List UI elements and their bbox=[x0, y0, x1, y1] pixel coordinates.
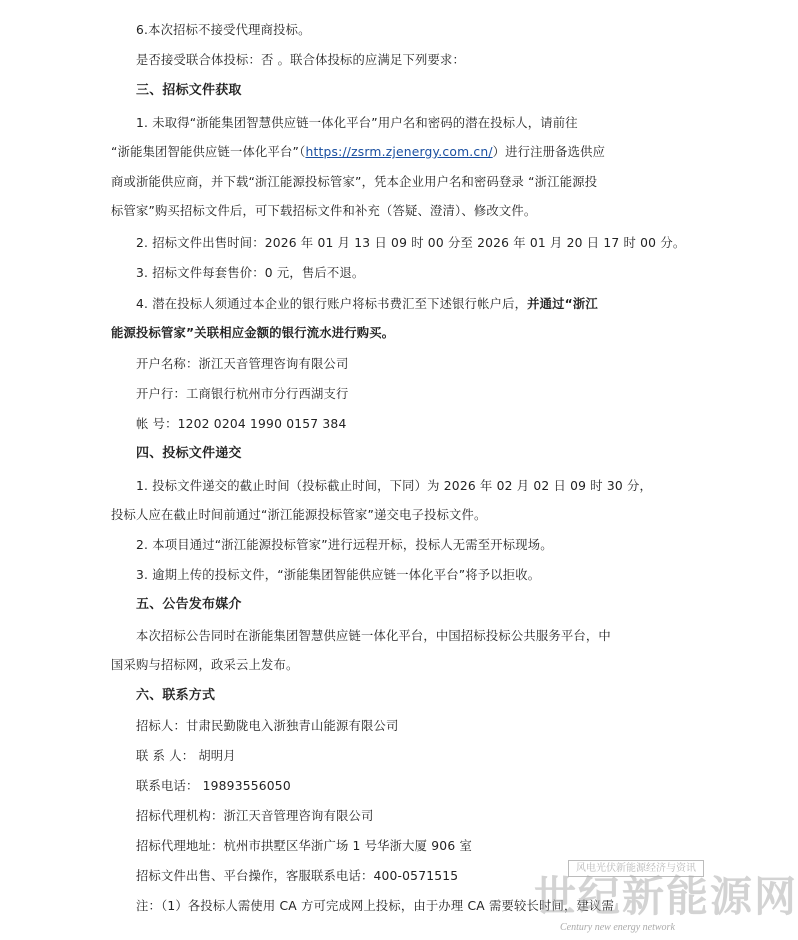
watermark-english: Century new energy network bbox=[560, 922, 675, 933]
section-5-text-line-2: 国采购与招标网，政采云上发布。 bbox=[111, 658, 299, 672]
section-6-heading: 六、联系方式 bbox=[136, 688, 216, 703]
contact-person: 联 系 人： 胡明月 bbox=[136, 749, 236, 763]
agency-name: 招标代理机构：浙江天音管理咨询有限公司 bbox=[136, 809, 374, 823]
platform-url-link[interactable]: https://zsrm.zjenergy.com.cn/ bbox=[305, 145, 493, 159]
section-4-item-1-line-1: 1. 投标文件递交的截止时间（投标截止时间，下同）为 2026 年 02 月 02 日 09 时 30 分， bbox=[136, 479, 653, 493]
watermark-logo: 世纪新能源网 bbox=[534, 872, 798, 921]
section-3-item-1-line-1: 1. 未取得“浙能集团智慧供应链一体化平台”用户名和密码的潜在投标人，请前往 bbox=[136, 116, 578, 130]
platform-registration-text: ）进行注册备选供应 bbox=[492, 145, 606, 159]
joint-bid-line: 是否接受联合体投标：否 。联合体投标的应满足下列要求： bbox=[136, 53, 466, 67]
section-3-item-1-line-3: 商或浙能供应商，并下载“浙江能源投标管家”，凭本企业用户名和密码登录 “浙江能源投 bbox=[111, 175, 598, 189]
section-4-heading: 四、投标文件递交 bbox=[136, 446, 242, 461]
tenderer: 招标人：甘肃民勤陇电入浙独青山能源有限公司 bbox=[136, 719, 399, 733]
account-number: 帐 号：1202 0204 1990 0157 384 bbox=[136, 417, 347, 431]
section-3-heading: 三、招标文件获取 bbox=[136, 83, 242, 98]
clause-6: 6.本次招标不接受代理商投标。 bbox=[136, 23, 311, 37]
service-phone: 招标文件出售、平台操作，客服联系电话：400-0571515 bbox=[136, 869, 459, 883]
watermark-tagline: 风电光伏新能源经济与资讯 bbox=[568, 860, 704, 877]
section-5-text-line-1: 本次招标公告同时在浙能集团智慧供应链一体化平台，中国招标投标公共服务平台，中 bbox=[136, 629, 611, 643]
section-4-item-2: 2. 本项目通过“浙江能源投标管家”进行远程开标，投标人无需至开标现场。 bbox=[136, 538, 553, 552]
payment-instruction-bold: 并通过“浙江 bbox=[527, 297, 598, 311]
contact-phone: 联系电话： 19893556050 bbox=[136, 779, 291, 793]
agency-address: 招标代理地址：杭州市拱墅区华浙广场 1 号华浙大厦 906 室 bbox=[136, 839, 472, 853]
section-4-item-1-line-2: 投标人应在截止时间前通过“浙江能源投标管家”递交电子投标文件。 bbox=[111, 508, 487, 522]
platform-name: “浙能集团智能供应链一体化平台”（ bbox=[111, 145, 306, 159]
section-3-item-4-line-2: 能源投标管家”关联相应金额的银行流水进行购买。 bbox=[111, 326, 395, 340]
section-3-item-1-line-4: 标管家”购买招标文件后，可下载招标文件和补充（答疑、澄清）、修改文件。 bbox=[111, 204, 537, 218]
section-3-item-3: 3. 招标文件每套售价：0 元，售后不退。 bbox=[136, 266, 365, 280]
note-1: 注：（1）各投标人需使用 CA 方可完成网上投标，由于办理 CA 需要较长时间，建议需 bbox=[136, 899, 615, 913]
account-bank: 开户行：工商银行杭州市分行西湖支行 bbox=[136, 387, 349, 401]
section-5-heading: 五、公告发布媒介 bbox=[136, 597, 242, 612]
section-3-item-4-line-1 bbox=[136, 296, 598, 312]
section-4-item-3: 3. 逾期上传的投标文件，“浙能集团智能供应链一体化平台”将予以拒收。 bbox=[136, 568, 541, 582]
section-3-item-1-line-2 bbox=[111, 144, 605, 160]
section-3-item-2: 2. 招标文件出售时间：2026 年 01 月 13 日 09 时 00 分至 2026 年 01 月 20 日 17 时 00 分。 bbox=[136, 236, 686, 250]
account-name: 开户名称：浙江天音管理咨询有限公司 bbox=[136, 357, 349, 371]
payment-instruction: 4. 潜在投标人须通过本企业的银行账户将标书费汇至下述银行帐户后， bbox=[136, 297, 528, 311]
